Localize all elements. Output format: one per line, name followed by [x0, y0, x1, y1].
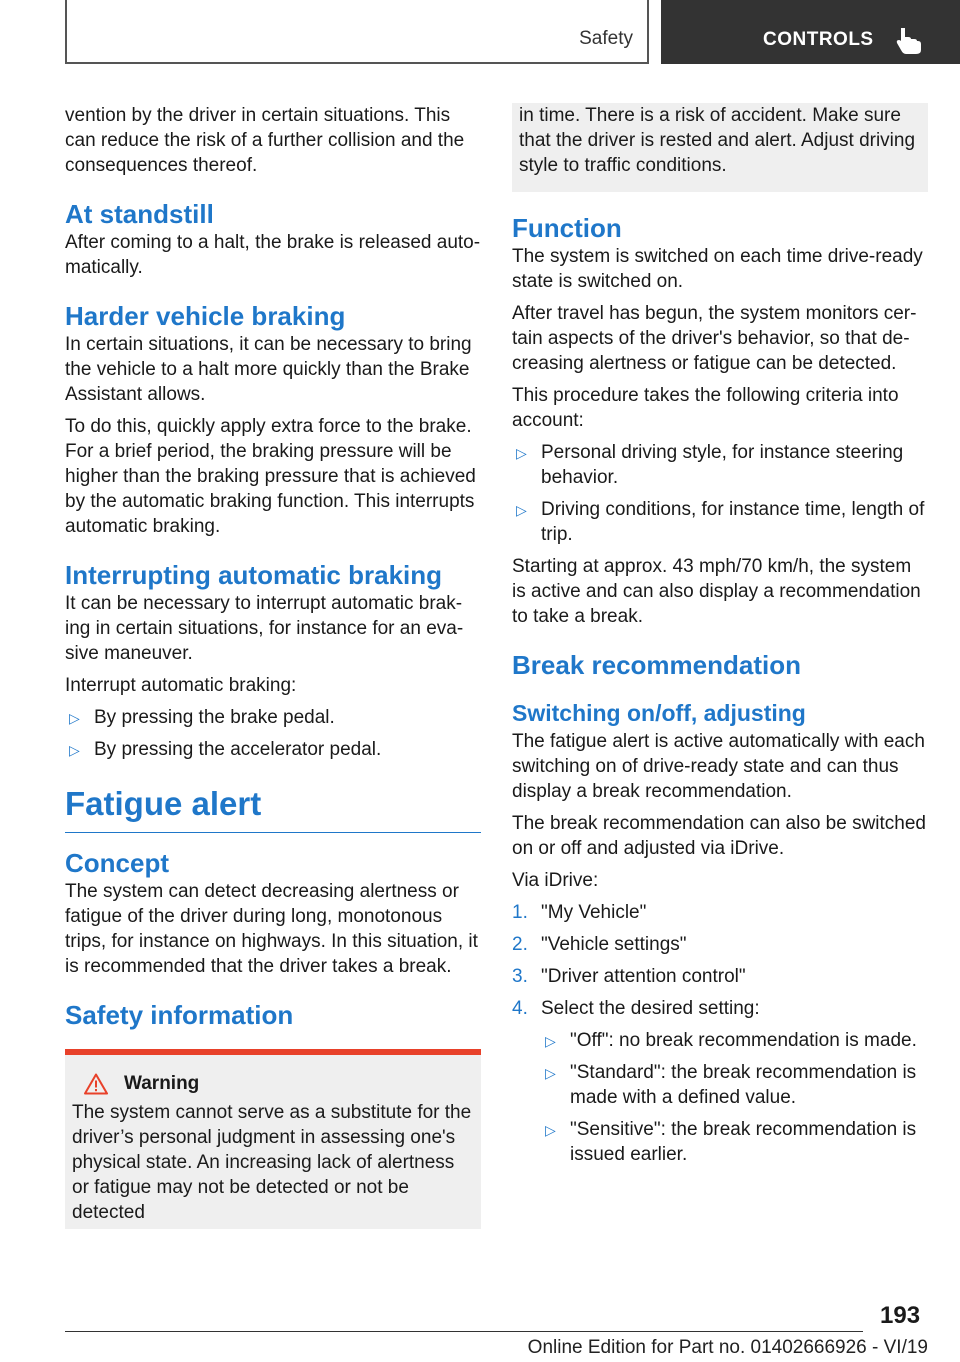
- settings-list: [541, 1028, 928, 1167]
- paragraph: The break recommendation can also be switched on or off and adjusted via iDrive.: [512, 813, 927, 859]
- list-item: ▷ "Off": no break recommendation is made.: [541, 1028, 928, 1053]
- heading-safety-information: Safety information: [65, 1000, 294, 1030]
- paragraph: After coming to a halt, the brake is released automatically.: [65, 232, 481, 278]
- heading-fatigue-alert: Fatigue alert: [65, 784, 481, 833]
- heading-break-recommendation: Break recommendation: [512, 650, 801, 680]
- header-chapter-title: CONTROLS: [763, 29, 874, 50]
- idrive-steps: [512, 900, 928, 1167]
- footer-edition: Online Edition for Part no. 01402666926 - VI/19: [527, 1337, 928, 1358]
- paragraph: In certain situations, it can be necessary to bring the vehicle to a halt more quickly than the Brake Assistant allows.: [65, 334, 472, 405]
- list-item: ▷ Personal driving style, for instance steering behavior.: [516, 442, 904, 488]
- header-section-title: Safety: [579, 28, 633, 49]
- pointing-hand-icon: [895, 26, 921, 54]
- paragraph: The fatigue alert is active automatically with each switching on of drive-ready state and can thus display a break recommendation.: [512, 731, 925, 802]
- criteria-list: [512, 440, 928, 547]
- list-item: ▷ "Sensitive": the break recommendation is issued earlier.: [545, 1119, 917, 1165]
- heading-interrupting-braking: Interrupting automatic braking: [65, 560, 443, 590]
- paragraph: The system can detect decreasing alertness or fatigue of the driver during long, monotonous trips, for instance on highways. In this situation, it is recommended that the driver takes a break.: [65, 881, 478, 977]
- warning-triangle-icon: [84, 1073, 108, 1095]
- triangle-bullet-icon: ▷: [545, 1065, 556, 1081]
- right-column: [512, 103, 928, 1174]
- paragraph: Interrupt automatic braking:: [65, 675, 297, 696]
- warning-box-continued: [512, 103, 928, 192]
- heading-concept: Concept: [65, 848, 169, 878]
- heading-function: Function: [512, 213, 622, 243]
- list-item: 4. Select the desired setting: ▷ "Off": no break recommendation is made. ▷ "Standard": the break recommendation is made with a defined value. ▷ "Sensitive": the break recommendation is issued earlier.: [512, 996, 928, 1167]
- header-chapter-box: [661, 0, 960, 64]
- list-item: ▷ Driving conditions, for instance time, length of trip.: [516, 499, 925, 545]
- list-item: ▷ By pressing the brake pedal.: [65, 705, 481, 730]
- left-column: [65, 103, 481, 1229]
- paragraph: This procedure takes the following criteria into account:: [512, 385, 899, 431]
- paragraph: To do this, quickly apply extra force to the brake. For a brief period, the braking pressure will be higher than the braking pressure that is achieved by the automatic braking function. This interrupts automatic braking.: [65, 416, 476, 537]
- header-section-box: [65, 0, 649, 64]
- warning-text: in time. There is a risk of accident. Make sure that the driver is rested and alert. Adjust driving style to traffic conditions.: [519, 105, 916, 176]
- triangle-bullet-icon: ▷: [545, 1122, 556, 1138]
- warning-box: [65, 1049, 481, 1229]
- heading-at-standstill: At standstill: [65, 199, 214, 229]
- interrupt-list: [65, 705, 481, 762]
- paragraph: It can be necessary to interrupt automatic braking in certain situations, for instance for an evasive maneuver.: [65, 593, 464, 664]
- heading-switching-adjusting: Switching on/off, adjusting: [512, 700, 806, 726]
- heading-harder-braking: Harder vehicle braking: [65, 301, 346, 331]
- paragraph: Via iDrive:: [512, 870, 599, 891]
- list-item: 1. "My Vehicle": [512, 902, 647, 923]
- triangle-bullet-icon: ▷: [516, 445, 527, 461]
- triangle-bullet-icon: ▷: [69, 710, 80, 726]
- warning-text: The system cannot serve as a substitute for the driver’s personal judgment in assessing one's physical state. An increasing lack of alertness or fatigue may not be detected or not be detected: [72, 1102, 472, 1223]
- list-item: ▷ "Standard": the break recommendation is made with a defined value.: [545, 1062, 917, 1108]
- warning-title: Warning: [72, 1073, 475, 1095]
- footer-divider: [65, 1331, 863, 1332]
- paragraph: After travel has begun, the system monitors certain aspects of the driver's behavior, so that decreasing alertness or fatigue can be detected.: [512, 303, 917, 374]
- paragraph: vention by the driver in certain situations. This can reduce the risk of a further collision and the consequences thereof.: [65, 105, 465, 176]
- triangle-bullet-icon: ▷: [69, 742, 80, 758]
- list-item: 3. "Driver attention control": [512, 966, 746, 987]
- list-item: ▷ By pressing the accelerator pedal.: [65, 737, 481, 762]
- triangle-bullet-icon: ▷: [545, 1033, 556, 1049]
- paragraph: Starting at approx. 43 mph/70 km/h, the system is active and can also display a recommendation to take a break.: [512, 556, 921, 627]
- list-item: 2. "Vehicle settings": [512, 934, 687, 955]
- paragraph: The system is switched on each time drive-ready state is switched on.: [512, 246, 923, 292]
- triangle-bullet-icon: ▷: [516, 502, 527, 518]
- page-number: 193: [880, 1302, 921, 1329]
